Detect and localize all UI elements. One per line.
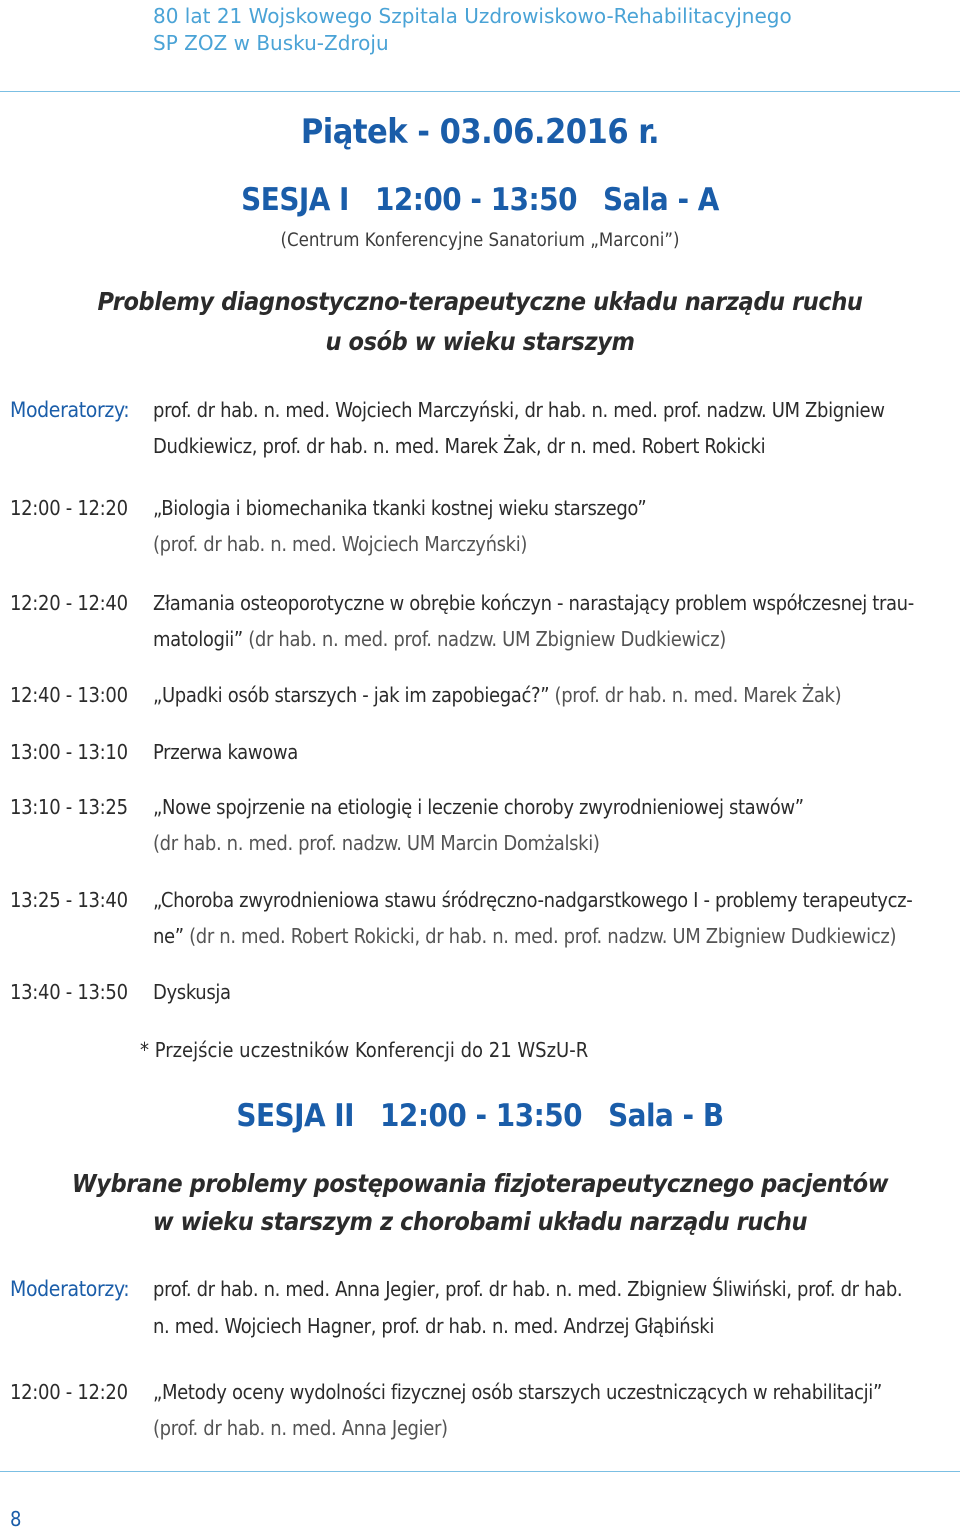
session2-heading (0, 1098, 960, 1134)
program-item-title: Złamania osteoporotyczne w obrębie kończyn - narastający problem współczesnej trau- (153, 591, 914, 615)
page-number: 8 (10, 1507, 22, 1531)
program-item-line (153, 627, 726, 651)
program-item-time: 13:00 - 13:10 (10, 740, 128, 764)
day-title: Piątek - 03.06.2016 r. (300, 112, 660, 152)
program-item-title: „Nowe spojrzenie na etiologię i leczenie choroby zwyrodnieniowej stawów” (153, 795, 804, 819)
session2-moderators-line-1: prof. dr hab. n. med. Anna Jegier, prof. dr hab. n. med. Zbigniew Śliwiński, prof. dr hab. (153, 1277, 903, 1301)
program-item-title: „Upadki osób starszych - jak im zapobiegać?” (153, 683, 550, 707)
program-item-line (153, 1416, 448, 1440)
session1-moderators-line-2: Dudkiewicz, prof. dr hab. n. med. Marek Żak, dr n. med. Robert Rokicki (153, 434, 766, 458)
program-item-line (153, 496, 646, 520)
program-item-line (153, 740, 298, 764)
session2-moderators-label: Moderatorzy: (10, 1277, 130, 1301)
program-item-line (153, 1380, 882, 1404)
session1-name: SESJA I (241, 182, 349, 218)
session2-name: SESJA II (236, 1098, 355, 1134)
session1-topic-line-1: Problemy diagnostyczno-terapeutyczne układu narządu ruchu (97, 287, 863, 316)
session2-time: 12:00 - 13:50 (380, 1098, 583, 1134)
program-item-title: Przerwa kawowa (153, 740, 298, 764)
session1-venue: (Centrum Konferencyjne Sanatorium „Marconi”) (280, 230, 680, 251)
program-item-line (153, 831, 600, 855)
program-item-line (153, 888, 912, 912)
program-item-time: 13:10 - 13:25 (10, 795, 128, 819)
program-item-title: „Biologia i biomechanika tkanki kostnej wieku starszego” (153, 496, 647, 520)
running-header-line-2: SP ZOZ w Busku-Zdroju (153, 31, 389, 55)
program-item-title: „Metody oceny wydolności fizycznej osób starszych uczestniczących w rehabilitacji” (153, 1380, 882, 1404)
program-item-line (153, 980, 231, 1004)
program-item-speaker: (prof. dr hab. n. med. Marek Żak) (549, 683, 842, 707)
program-item-title: matologii” (153, 627, 243, 651)
program-item-speaker: (dr hab. n. med. prof. nadzw. UM Marcin Domżalski) (153, 831, 600, 855)
program-item-speaker: (dr n. med. Robert Rokicki, dr hab. n. med. prof. nadzw. UM Zbigniew Dudkiewicz) (183, 924, 897, 948)
program-item-title: Dyskusja (153, 980, 231, 1004)
program-item-title: „Choroba zwyrodnieniowa stawu śródręczno-nadgarstkowego I - problemy terapeutycz- (153, 888, 913, 912)
program-item-line (153, 795, 804, 819)
session1-room: Sala - A (602, 182, 719, 218)
program-item-time: 13:40 - 13:50 (10, 980, 128, 1004)
program-item-line (153, 591, 914, 615)
program-item-speaker: (prof. dr hab. n. med. Anna Jegier) (153, 1416, 448, 1440)
program-item-line (153, 532, 527, 556)
session1-moderators-label: Moderatorzy: (10, 398, 130, 422)
program-item-speaker: (dr hab. n. med. prof. nadzw. UM Zbigniew Dudkiewicz) (242, 627, 726, 651)
program-item-speaker: (prof. dr hab. n. med. Wojciech Marczyński) (153, 532, 528, 556)
session2-room: Sala - B (608, 1098, 724, 1134)
program-item-time: 12:20 - 12:40 (10, 591, 128, 615)
header-divider (0, 91, 960, 92)
session2-topic-line-2: w wieku starszym z chorobami układu narządu ruchu (152, 1207, 808, 1236)
session1-heading (0, 182, 960, 218)
program-item-title: ne” (153, 924, 184, 948)
program-item-time: 13:25 - 13:40 (10, 888, 128, 912)
program-item-line (153, 683, 841, 707)
transfer-note: * Przejście uczestników Konferencji do 21 WSzU-R (140, 1038, 589, 1062)
program-item-line (153, 924, 896, 948)
session1-moderators-line-1: prof. dr hab. n. med. Wojciech Marczyński, dr hab. n. med. prof. nadzw. UM Zbigniew (153, 398, 885, 422)
program-item-time: 12:00 - 12:20 (10, 1380, 128, 1404)
program-item-time: 12:00 - 12:20 (10, 496, 128, 520)
running-header-line-1: 80 lat 21 Wojskowego Szpitala Uzdrowiskowo-Rehabilitacyjnego (153, 4, 792, 28)
session2-moderators-line-2: n. med. Wojciech Hagner, prof. dr hab. n. med. Andrzej Głąbiński (153, 1314, 715, 1338)
program-item-time: 12:40 - 13:00 (10, 683, 128, 707)
session2-topic-line-1: Wybrane problemy postępowania fizjoterapeutycznego pacjentów (71, 1169, 889, 1198)
footer-divider (0, 1471, 960, 1472)
session1-topic-line-2: u osób w wieku starszym (325, 327, 635, 356)
session1-time: 12:00 - 13:50 (374, 182, 577, 218)
